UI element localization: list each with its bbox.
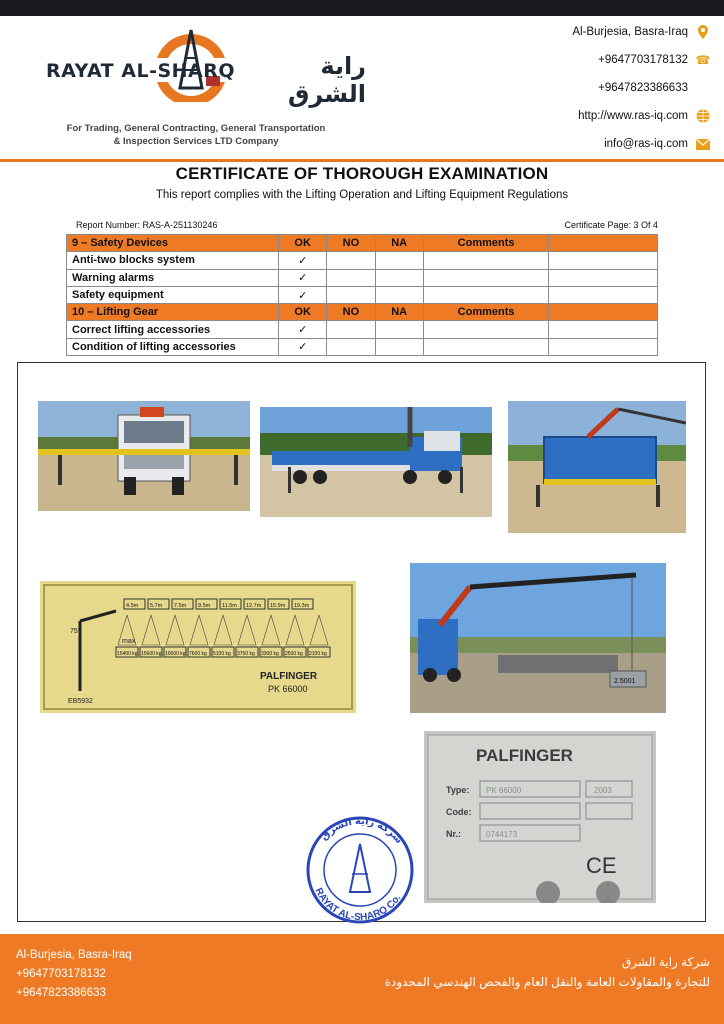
photo-load-chart <box>40 581 356 713</box>
address-text: Al-Burjesia, Basra-Iraq <box>572 26 688 38</box>
photo-crane-extended <box>410 563 666 713</box>
col-na: NA <box>375 304 423 321</box>
section-title: 10 – Lifting Gear <box>67 304 279 321</box>
envelope-icon <box>696 137 710 151</box>
photo-truck-side <box>260 407 492 517</box>
certificate-title: CERTIFICATE OF THOROUGH EXAMINATION <box>175 164 549 183</box>
footer-address: Al-Burjesia, Basra-Iraq <box>16 949 132 961</box>
load-label: 2500 kg <box>285 651 303 657</box>
chart-brand: PALFINGER <box>260 671 318 682</box>
report-meta <box>76 220 658 230</box>
location-pin-icon <box>696 25 710 39</box>
photo-truck-front <box>38 401 250 511</box>
contact-email[interactable] <box>490 130 710 158</box>
radius-label: 12.7m <box>246 603 262 609</box>
load-label: 3750 kg <box>237 651 255 657</box>
table-row <box>67 252 658 269</box>
contact-phone-1 <box>490 46 710 74</box>
phone-1-text: +9647703178132 <box>598 54 688 66</box>
col-na: NA <box>375 235 423 252</box>
top-bar <box>0 0 724 16</box>
company-name-ar: راية الشرق <box>287 52 366 108</box>
footer-contact <box>16 946 132 1003</box>
radius-label: 11.5m <box>222 603 237 609</box>
contact-website[interactable] <box>490 102 710 130</box>
contact-block <box>490 18 710 158</box>
load-label: 5100 kg <box>213 651 231 657</box>
contact-address <box>490 18 710 46</box>
chart-max-label: max <box>122 638 136 645</box>
company-name-en: RAYAT AL-SHARQ <box>46 60 236 82</box>
check-mark: ✓ <box>279 286 327 303</box>
radius-label: 9.5m <box>198 603 211 609</box>
phone-icon: ☎ <box>695 53 711 67</box>
col-comments: Comments <box>423 304 549 321</box>
load-label: 15400 kg <box>117 651 138 657</box>
company-stamp <box>300 810 420 929</box>
section-header-row <box>67 235 658 252</box>
nameplate-type-label: Type: <box>446 785 470 795</box>
chart-code: EB5932 <box>68 698 93 705</box>
col-ok: OK <box>279 235 327 252</box>
stamp-text-ar: شركة راية الشرق <box>318 815 405 846</box>
radius-label: 4.5m <box>126 603 139 609</box>
footer <box>0 934 724 1024</box>
table-row <box>67 338 658 355</box>
globe-icon <box>696 109 710 123</box>
photo-truck-rear <box>508 401 686 533</box>
certificate-subtitle: This report complies with the Lifting Operation and Lifting Equipment Regulations <box>155 189 569 201</box>
footer-desc-ar: للتجارة والمقاولات العامة والنقل العام والفحص الهندسي المحدودة <box>384 975 710 989</box>
item-label: Condition of lifting accessories <box>67 338 279 355</box>
load-label: 15600 kg <box>141 651 162 657</box>
radius-label: 7.5m <box>174 603 187 609</box>
load-label: 2100 kg <box>309 651 327 657</box>
item-label: Safety equipment <box>67 286 279 303</box>
tagline-line-2: & Inspection Services LTD Company <box>113 136 279 147</box>
section-header-row <box>67 304 658 321</box>
certificate-page: Certificate Page: 3 Of 4 <box>564 220 658 230</box>
chart-angle: 75° <box>70 628 81 635</box>
table-row <box>67 286 658 303</box>
nameplate-nr-value: 0744173 <box>486 830 518 839</box>
report-number: Report Number: RAS-A-251130246 <box>76 220 218 230</box>
load-label: 7600 kg <box>189 651 207 657</box>
col-no: NO <box>327 304 375 321</box>
header-divider <box>0 159 724 162</box>
check-mark: ✓ <box>279 321 327 338</box>
item-label: Correct lifting accessories <box>67 321 279 338</box>
radius-label: 5.7m <box>150 603 163 609</box>
chart-model: PK 66000 <box>268 684 308 694</box>
nameplate-brand: PALFINGER <box>476 746 573 765</box>
nameplate-year: 2003 <box>594 786 612 795</box>
col-comments: Comments <box>423 235 549 252</box>
ce-mark: CE <box>586 853 617 878</box>
radius-label: 19.3m <box>294 603 310 609</box>
load-chart-plate <box>40 581 356 713</box>
footer-phone-2: +9647823386633 <box>16 987 106 999</box>
check-mark: ✓ <box>279 252 327 269</box>
col-no: NO <box>327 235 375 252</box>
load-label: 3300 kg <box>261 651 279 657</box>
item-label: Anti-two blocks system <box>67 252 279 269</box>
nameplate-code-label: Code: <box>446 807 472 817</box>
footer-name-ar: شركة راية الشرق <box>621 955 710 969</box>
check-mark: ✓ <box>279 338 327 355</box>
test-weight-label: 2.5001 <box>614 678 636 685</box>
item-label: Warning alarms <box>67 269 279 286</box>
website-link[interactable]: http://www.ras-iq.com <box>578 110 688 122</box>
stamp-text-en: RAYAT AL-SHARQ Co. <box>312 886 404 924</box>
nameplate-nr-label: Nr.: <box>446 829 462 839</box>
load-label: 10000 kg <box>165 651 186 657</box>
radius-label: 15.9m <box>270 603 286 609</box>
email-link[interactable]: info@ras-iq.com <box>604 138 688 150</box>
phone-2-text: +9647823386633 <box>598 82 688 94</box>
section-title: 9 – Safety Devices <box>67 235 279 252</box>
footer-phone-1: +9647703178132 <box>16 968 106 980</box>
derrick-icon <box>350 844 370 892</box>
col-ok: OK <box>279 304 327 321</box>
table-row <box>67 321 658 338</box>
footer-company-ar <box>385 952 710 992</box>
check-mark: ✓ <box>279 269 327 286</box>
company-tagline <box>36 122 356 148</box>
table-row <box>67 269 658 286</box>
nameplate-type-value: PK 66000 <box>486 786 522 795</box>
tagline-line-1: For Trading, General Contracting, General Transportation <box>66 123 326 134</box>
company-logo <box>36 22 366 152</box>
photo-nameplate <box>424 731 656 903</box>
contact-phone-2 <box>490 74 710 102</box>
inspection-checklist-table <box>66 234 658 356</box>
